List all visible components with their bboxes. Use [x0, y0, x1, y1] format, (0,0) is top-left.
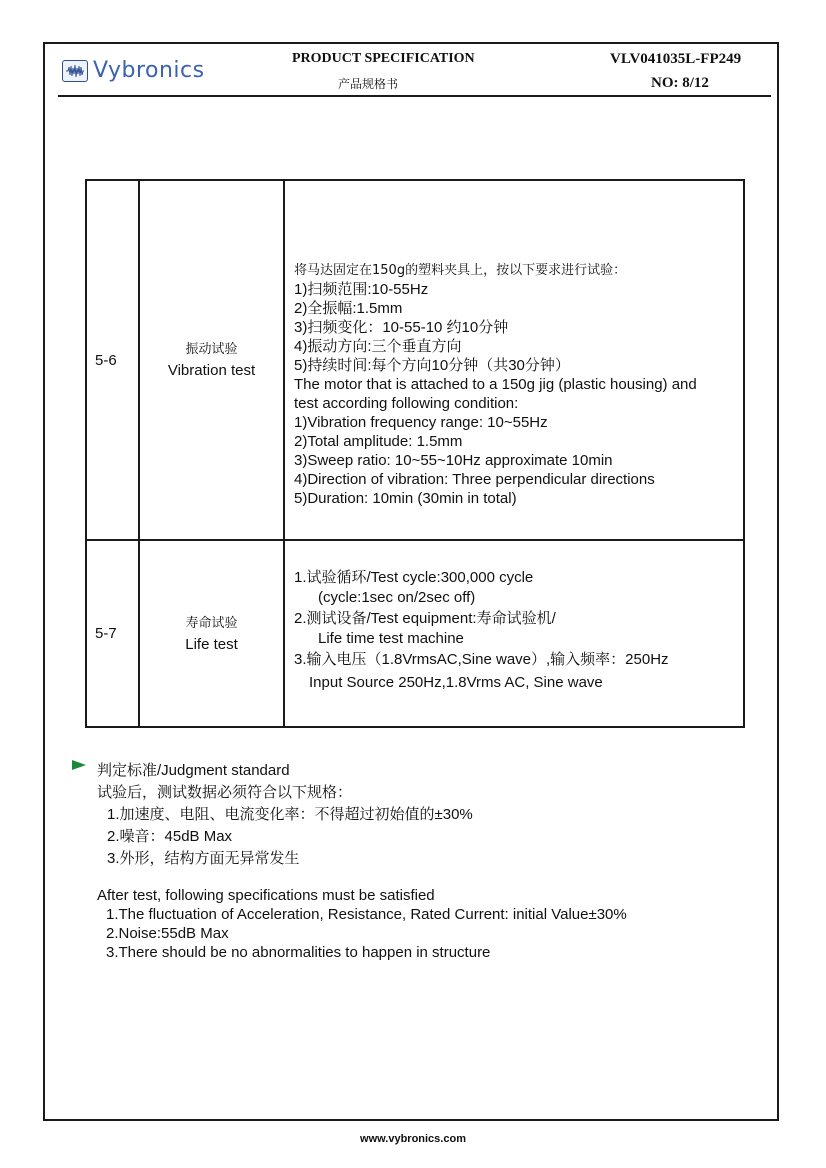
condition-line: 5)持续时间:每个方向10分钟（共30分钟）: [294, 356, 570, 374]
table-row: [86, 540, 744, 727]
condition-line: Input Source 250Hz,1.8Vrms AC, Sine wave: [309, 674, 603, 691]
test-conditions: [284, 180, 744, 540]
company-logo: [62, 58, 205, 83]
test-name-cell: [139, 540, 284, 727]
condition-line: 2.测试设备/Test equipment:寿命试验机/: [294, 609, 556, 627]
condition-line: 2)全振幅:1.5mm: [294, 299, 403, 317]
condition-line: 3)扫频变化：10-55-10 约10分钟: [294, 318, 509, 336]
green-triangle-bullet-icon: [72, 760, 86, 770]
document-title: PRODUCT SPECIFICATION: [292, 51, 475, 66]
test-name-cell: [139, 180, 284, 540]
condition-line: 3)Sweep ratio: 10~55~10Hz approximate 10min: [294, 451, 613, 469]
condition-line: The motor that is attached to a 150g jig (plastic housing) and: [294, 375, 697, 393]
header-divider: [58, 95, 771, 97]
condition-line: 1.试验循环/Test cycle:300,000 cycle: [294, 568, 534, 586]
condition-line: 将马达固定在150g的塑料夹具上，按以下要求进行试验：: [294, 262, 627, 278]
condition-line: 5)Duration: 10min (30min in total): [294, 489, 517, 507]
test-name-cn: 寿命试验: [185, 615, 238, 631]
condition-line: 1)Vibration frequency range: 10~55Hz: [294, 413, 548, 431]
judgment-item-cn: 3.外形，结构方面无异常发生: [107, 850, 300, 867]
footer-website[interactable]: www.vybronics.com: [360, 1133, 466, 1145]
judgment-english: [97, 886, 627, 962]
condition-line: Life time test machine: [318, 630, 464, 647]
document-code: VLV041035L-FP249: [610, 51, 742, 67]
judgment-item-en: 2.Noise:55dB Max: [106, 925, 229, 942]
waveform-logo-icon: [62, 60, 88, 82]
judgment-title: 判定标准/Judgment standard: [97, 762, 290, 779]
page-number: NO: 8/12: [651, 75, 709, 91]
judgment-intro-en: After test, following specifications must be satisfied: [97, 887, 435, 904]
logo-text: Vybronics: [93, 58, 205, 83]
condition-line: 4)振动方向:三个垂直方向: [294, 337, 462, 355]
judgment-item-en: 1.The fluctuation of Acceleration, Resistance, Rated Current: initial Value±30%: [106, 906, 627, 923]
judgment-item-cn: 1.加速度、电阻、电流变化率：不得超过初始值的±30%: [107, 806, 473, 823]
condition-line: (cycle:1sec on/2sec off): [318, 589, 476, 606]
judgment-item-cn: 2.噪音：45dB Max: [107, 828, 233, 845]
condition-line: 4)Direction of vibration: Three perpendicular directions: [294, 470, 655, 488]
test-name-cn: 振动试验: [185, 342, 238, 357]
test-name-en: Life test: [185, 635, 238, 653]
test-name-en: Vibration test: [167, 362, 256, 379]
condition-line: 1)扫频范围:10-55Hz: [294, 280, 429, 298]
test-conditions: [284, 540, 744, 727]
condition-line: 2)Total amplitude: 1.5mm: [294, 432, 463, 450]
document-title-cn: 产品规格书: [338, 77, 399, 91]
condition-line: test according following condition:: [294, 394, 519, 412]
condition-line: 3.输入电压（1.8VrmsAC,Sine wave）,输入频率：250Hz: [294, 650, 669, 668]
judgment-item-en: 3.There should be no abnormalities to happen in structure: [106, 944, 491, 961]
test-number: 5-7: [86, 540, 139, 727]
test-number: 5-6: [86, 180, 139, 540]
judgment-intro-cn: 试验后，测试数据必须符合以下规格：: [97, 784, 353, 801]
test-spec-table: [85, 179, 745, 728]
table-row: [86, 180, 744, 540]
